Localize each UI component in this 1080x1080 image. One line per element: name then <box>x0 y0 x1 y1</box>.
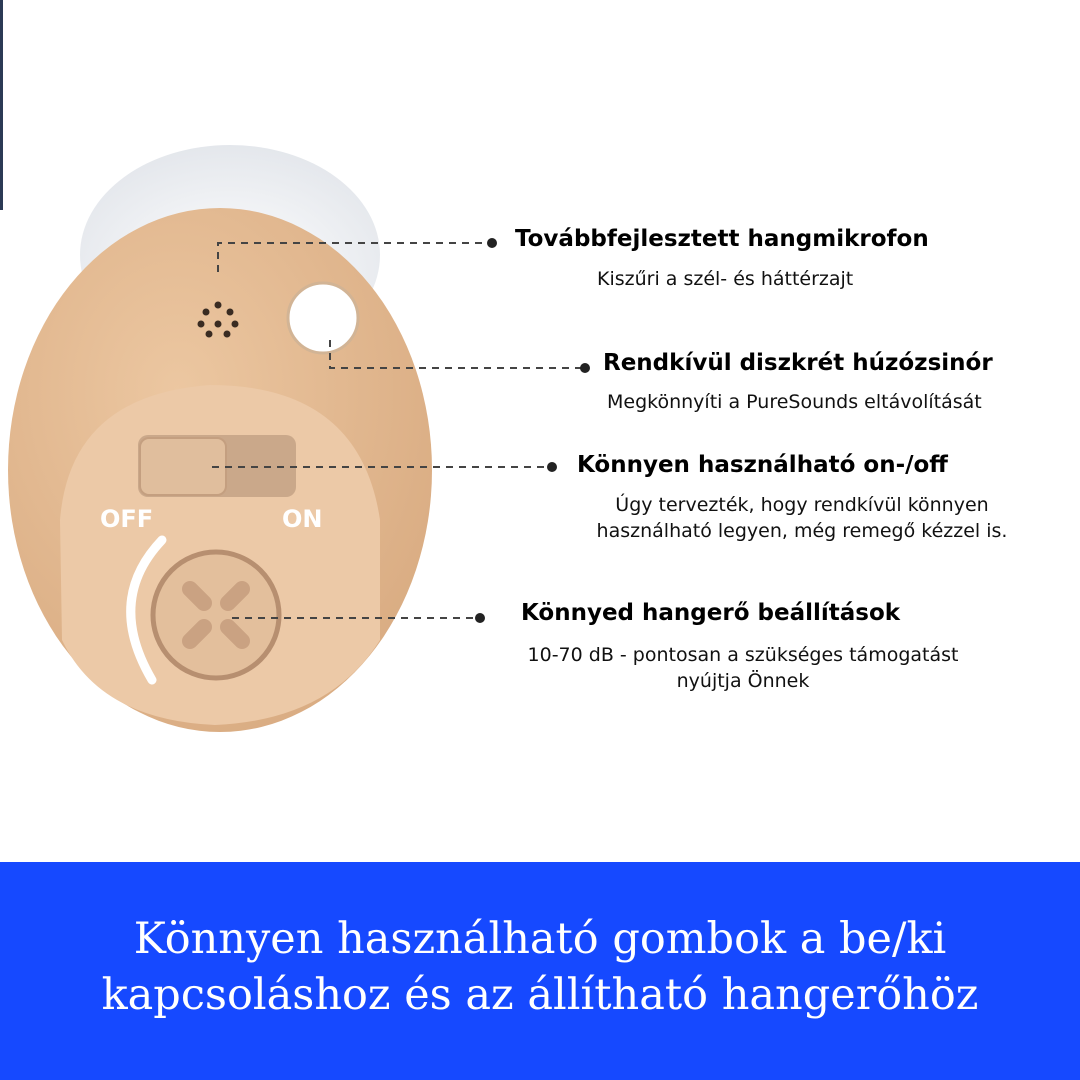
pull-cord-knob <box>288 283 358 353</box>
volume-dial <box>153 552 279 678</box>
callout-desc: Megkönnyíti a PureSounds eltávolítását <box>607 391 982 413</box>
callout-microphone <box>515 226 929 290</box>
callout-pull-cord <box>603 350 993 413</box>
callout-desc: Kiszűri a szél- és háttérzajt <box>597 268 854 290</box>
callout-title: Továbbfejlesztett hangmikrofon <box>515 226 929 252</box>
callout-title: Rendkívül diszkrét húzózsinór <box>603 350 993 376</box>
callout-title: Könnyed hangerő beállítások <box>521 600 901 626</box>
callout-desc: Úgy tervezték, hogy rendkívül könnyen használható legyen, még remegő kézzel is. <box>596 494 1008 542</box>
callout-desc: 10-70 dB - pontosan a szükséges támogatást nyújtja Önnek <box>527 644 959 692</box>
callout-volume <box>521 600 959 692</box>
callout-title: Könnyen használható on-/off <box>577 452 948 478</box>
bottom-banner <box>0 862 1080 1080</box>
callout-power-switch <box>577 452 1008 542</box>
off-label: OFF <box>100 505 154 533</box>
banner-text: Könnyen használható gombok a be/ki kapcsoláshoz és az állítható hangerőhöz <box>101 914 979 1020</box>
on-label: ON <box>282 505 323 533</box>
